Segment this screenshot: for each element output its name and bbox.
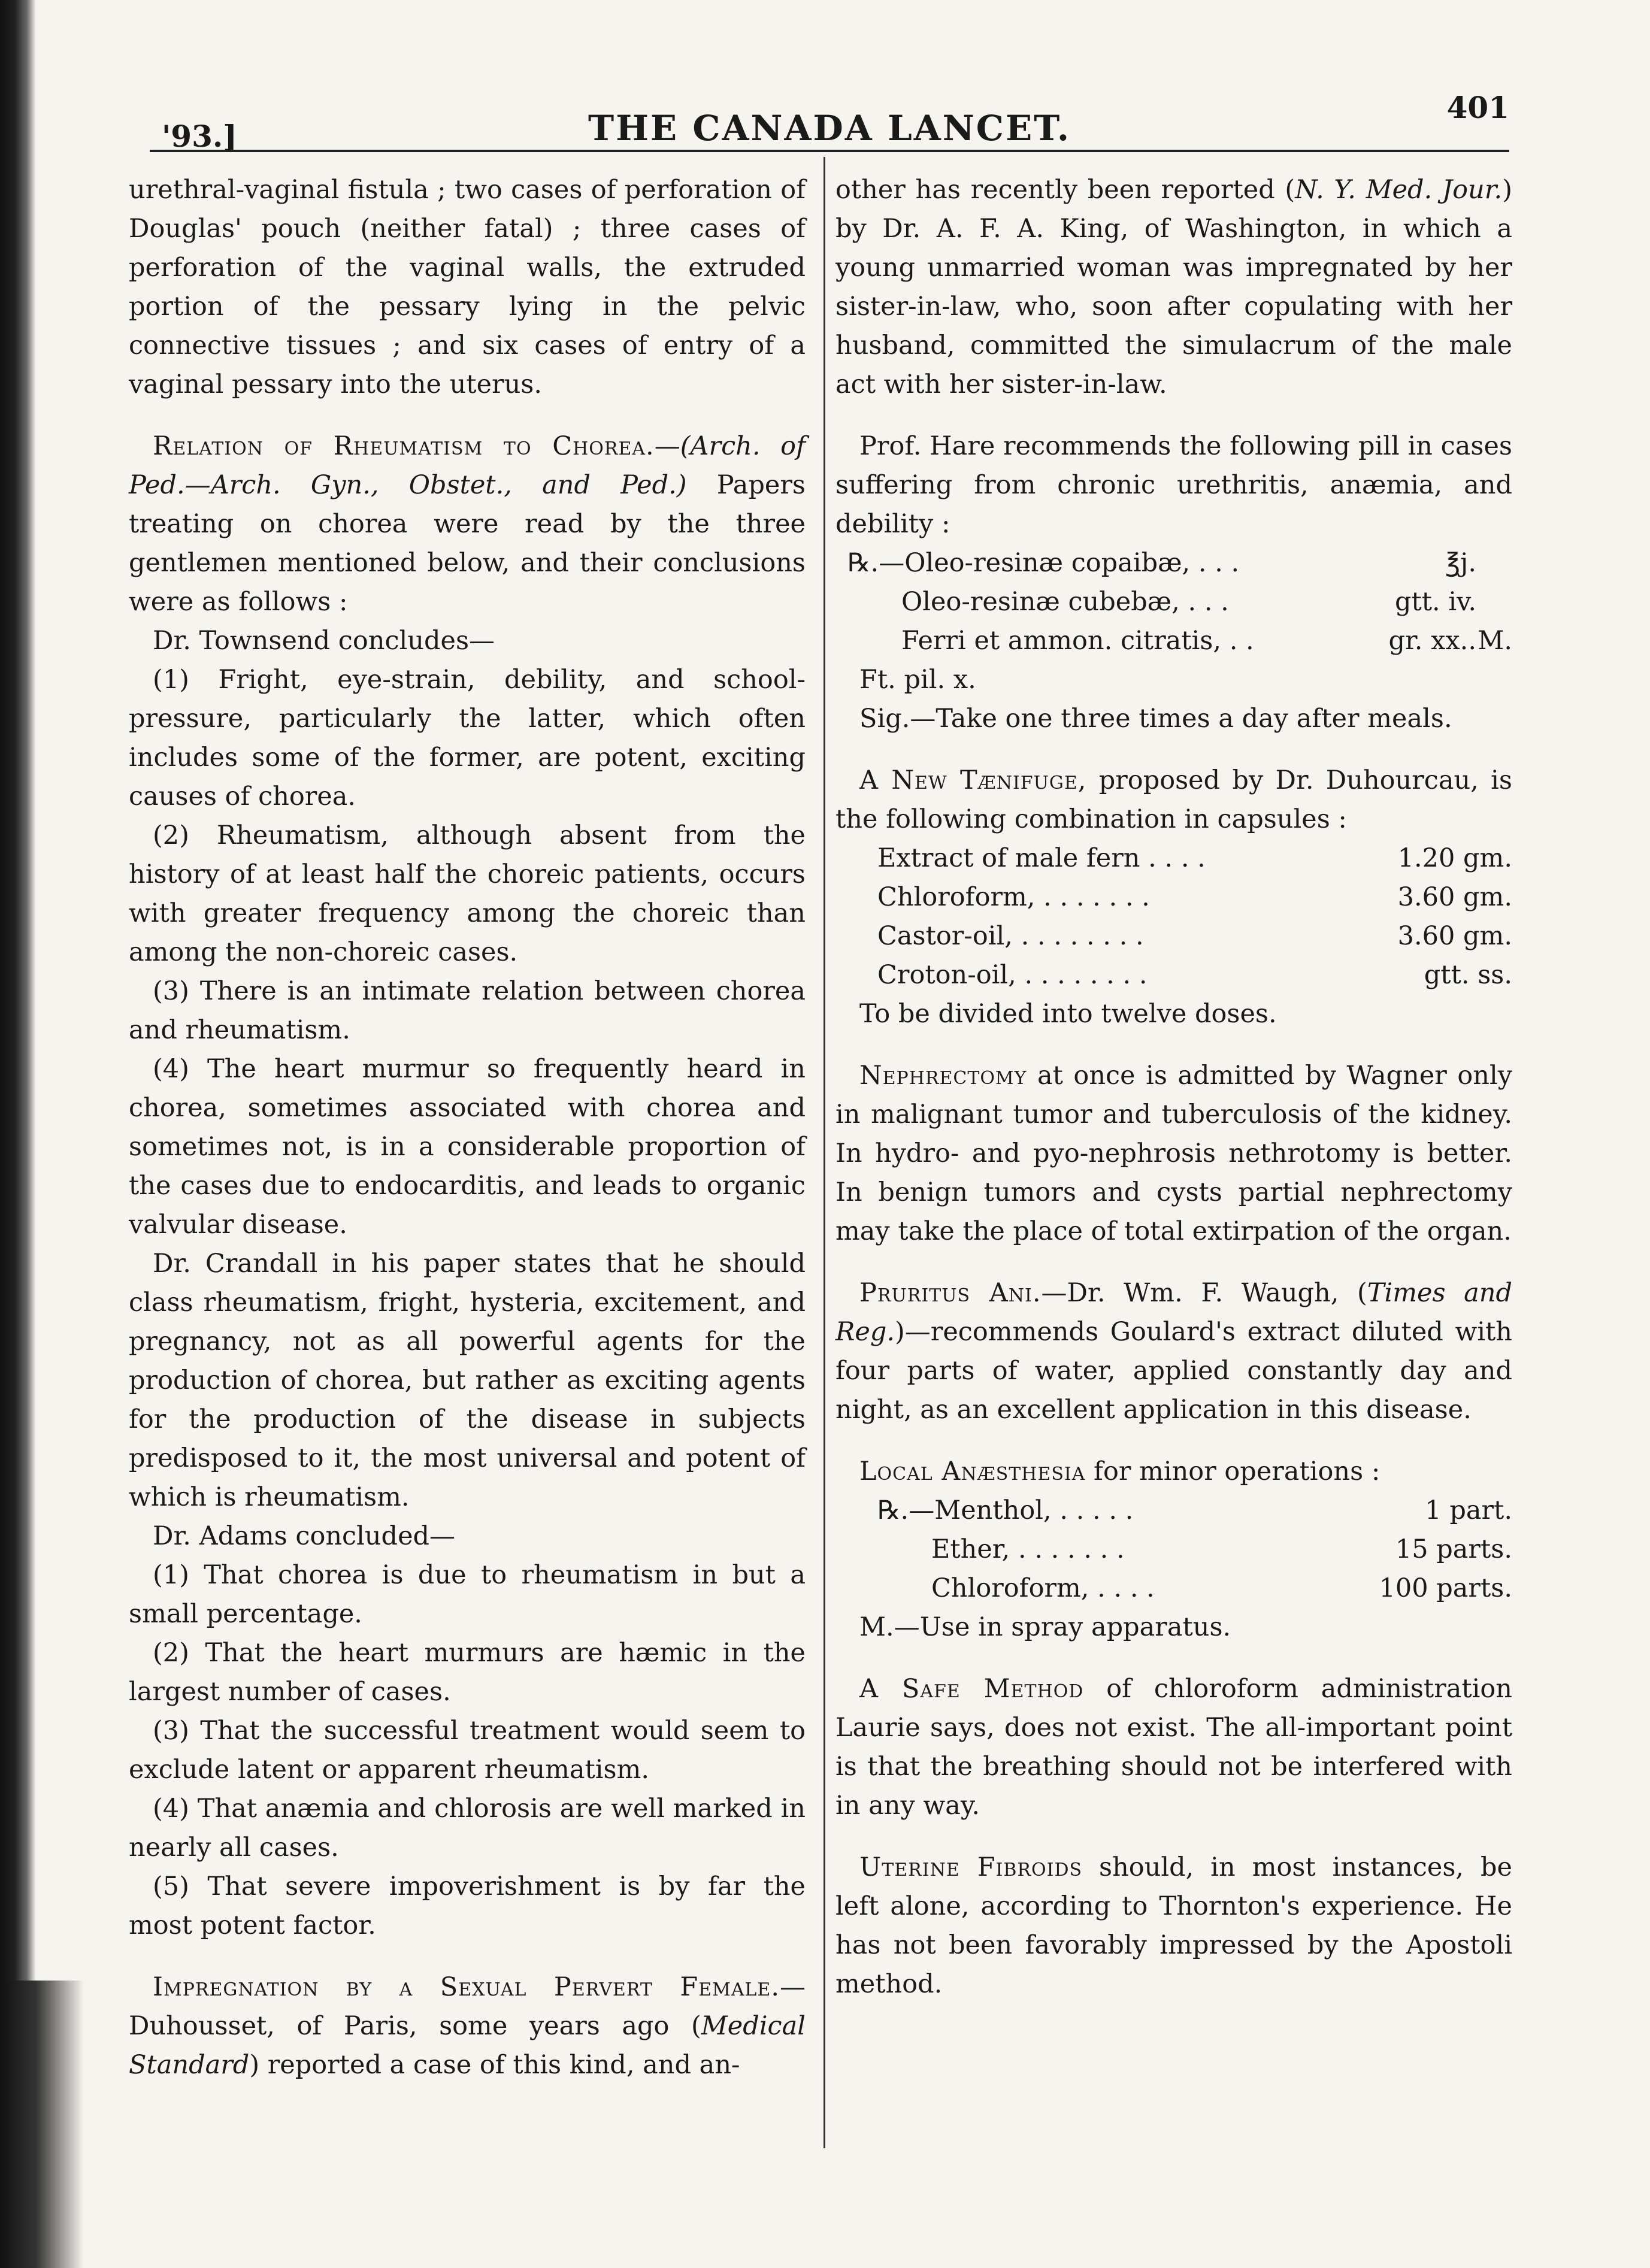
section-heading: Impregnation by a Sexual Pervert Female. bbox=[153, 1972, 780, 2002]
adams-point-3: (3) That the successful treatment would seem to exclude latent or apparent rheumatism. bbox=[129, 1716, 806, 1785]
adams-point-4: (4) That anæmia and chlorosis are well marked in nearly all cases. bbox=[129, 1794, 806, 1863]
prescription-line: Castor-oil, . . . . . . . . 3.60 gm. bbox=[877, 921, 1512, 951]
section-heading: Uterine Fibroids bbox=[859, 1852, 1083, 1882]
hare-pill-paragraph: Prof. Hare recommends the following pill in cases suffering from chronic urethritis, anæmia, and debility : bbox=[835, 431, 1512, 539]
page-number: 401 bbox=[1446, 90, 1509, 125]
pruritus-paragraph: Pruritus Ani.—Dr. Wm. F. Waugh, (Times and Reg.)—recommends Goulard's extract diluted with four parts of water, applied constantly day and night, as an excellent application in this disease. bbox=[835, 1278, 1512, 1425]
running-header bbox=[150, 84, 1509, 152]
section-heading: Local Anæsthesia bbox=[859, 1457, 1086, 1486]
section-heading: Relation of Rheumatism to Chorea. bbox=[153, 431, 655, 461]
local-anaesthesia-paragraph: Local Anæsthesia for minor operations : bbox=[859, 1457, 1380, 1486]
prescription-line: Chloroform, . . . . . . . 3.60 gm. bbox=[877, 882, 1512, 912]
nephrectomy-paragraph: Nephrectomy at once is admitted by Wagner only in malignant tumor and tuberculosis of the kidney. In hydro- and pyo-nephrosis nethrotomy is better. In benign tumors and cysts partial nephrectomy may take the place of total extirpation of the organ. bbox=[835, 1061, 1512, 1246]
townsend-point-1: (1) Fright, eye-strain, debility, and school-pressure, particularly the latter, which often includes some of the former, are potent, exciting causes of chorea. bbox=[129, 665, 806, 811]
impregnation-paragraph: Impregnation by a Sexual Pervert Female.—Duhousset, of Paris, some years ago (Medical Standard) reported a case of this kind, and an- bbox=[129, 1972, 806, 2080]
scanned-page-edge bbox=[0, 0, 36, 2268]
adams-point-1: (1) That chorea is due to rheumatism in but a small percentage. bbox=[129, 1560, 806, 1629]
column-divider bbox=[824, 157, 825, 2148]
adams-intro: Dr. Adams concluded— bbox=[153, 1521, 456, 1551]
adams-point-2: (2) That the heart murmurs are hæmic in the largest number of cases. bbox=[129, 1638, 806, 1707]
journal-title: THE CANADA LANCET. bbox=[588, 108, 1071, 149]
left-column bbox=[129, 171, 806, 2085]
taenifuge-paragraph: A New Tænifuge, proposed by Dr. Duhourcau, is the following combination in capsules : bbox=[835, 765, 1512, 834]
crandall-paragraph: Dr. Crandall in his paper states that he should class rheumatism, fright, hysteria, excitement, and pregnancy, not as all powerful agents for the production of chorea, but rather as exciting agents for the production of the disease in subjects predisposed to it, the most universal and potent of which is rheumatism. bbox=[129, 1249, 806, 1512]
section-heading: A New Tænifuge, bbox=[859, 765, 1087, 795]
safe-method-paragraph: A Safe Method of chloroform administration Laurie says, does not exist. The all-important point is that the breathing should not be interfered with in any way. bbox=[835, 1674, 1513, 1821]
pill-instruction: Ft. pil. x. bbox=[859, 665, 976, 695]
prescription-line: ℞.—Menthol, . . . . . 1 part. bbox=[877, 1495, 1512, 1525]
prescription-line: ℞.—Oleo-resinæ copaibæ, . . . ℥j. bbox=[847, 548, 1476, 578]
spray-instruction: M.—Use in spray apparatus. bbox=[859, 1612, 1231, 1642]
rheumatism-chorea-paragraph: Relation of Rheumatism to Chorea.—(Arch. of Ped.—Arch. Gyn., Obstet., and Ped.) Papers treating on chorea were read by the three gentlemen mentioned below, and their conclusions were as follows : bbox=[129, 431, 806, 617]
prescription-line: Ferri et ammon. citratis, . . gr. xx.. M. bbox=[901, 626, 1512, 656]
source-citation: Times and Reg. bbox=[835, 1278, 1512, 1347]
right-column bbox=[835, 171, 1512, 2004]
signa-instruction: Sig.—Take one three times a day after meals. bbox=[859, 704, 1452, 734]
impregnation-continued: other has recently been reported (N. Y. Med. Jour.) by Dr. A. F. A. King, of Washington, in which a young unmarried woman was impregnated by her sister-in-law, who, soon after copulating with her husband, committed the simulacrum of the male act with her sister-in-law. bbox=[835, 175, 1512, 399]
prescription-line: Ether, . . . . . . . 15 parts. bbox=[931, 1534, 1512, 1564]
header-volume: '93.] bbox=[162, 119, 237, 154]
uterine-fibroids-paragraph: Uterine Fibroids should, in most instances, be left alone, according to Thornton's experience. He has not been favorably impressed by the Apostoli method. bbox=[835, 1852, 1512, 1999]
dosage-note: To be divided into twelve doses. bbox=[859, 999, 1277, 1029]
source-citation: Medical Standard bbox=[129, 2011, 806, 2080]
prescription-line: Croton-oil, . . . . . . . . gtt. ss. bbox=[877, 960, 1512, 990]
source-citation: N. Y. Med. Jour. bbox=[1295, 175, 1503, 205]
fistula-paragraph: urethral-vaginal fistula ; two cases of perforation of Douglas' pouch (neither fatal) ; three cases of perforation of the vaginal walls, the extruded portion of the pessary lying in the pelvic connective tissues ; and six cases of entry of a vaginal pessary into the uterus. bbox=[129, 175, 806, 399]
section-heading: A Safe Method bbox=[859, 1674, 1084, 1704]
prescription-line: Oleo-resinæ cubebæ, . . . gtt. iv. bbox=[901, 587, 1476, 617]
source-citation: (Arch. of Ped.—Arch. Gyn., Obstet., and Ped.) bbox=[129, 431, 806, 500]
prescription-line: Chloroform, . . . . 100 parts. bbox=[931, 1573, 1512, 1603]
section-heading: Pruritus Ani. bbox=[859, 1278, 1042, 1308]
townsend-point-2: (2) Rheumatism, although absent from the history of at least half the choreic patients, occurs with greater frequency among the choreic than among the non-choreic cases. bbox=[129, 820, 806, 967]
townsend-point-3: (3) There is an intimate relation between chorea and rheumatism. bbox=[129, 976, 806, 1045]
prescription-line: Extract of male fern . . . . 1.20 gm. bbox=[877, 843, 1512, 873]
townsend-point-4: (4) The heart murmur so frequently heard in chorea, sometimes associated with chorea and sometimes not, is in a considerable proportion of the cases due to endocarditis, and leads to organic valvular disease. bbox=[129, 1054, 806, 1240]
townsend-intro: Dr. Townsend concludes— bbox=[153, 626, 495, 656]
section-heading: Nephrectomy bbox=[859, 1061, 1027, 1091]
adams-point-5: (5) That severe impoverishment is by far the most potent factor. bbox=[129, 1872, 806, 1940]
scanned-page-edge-bottom bbox=[0, 1981, 84, 2268]
